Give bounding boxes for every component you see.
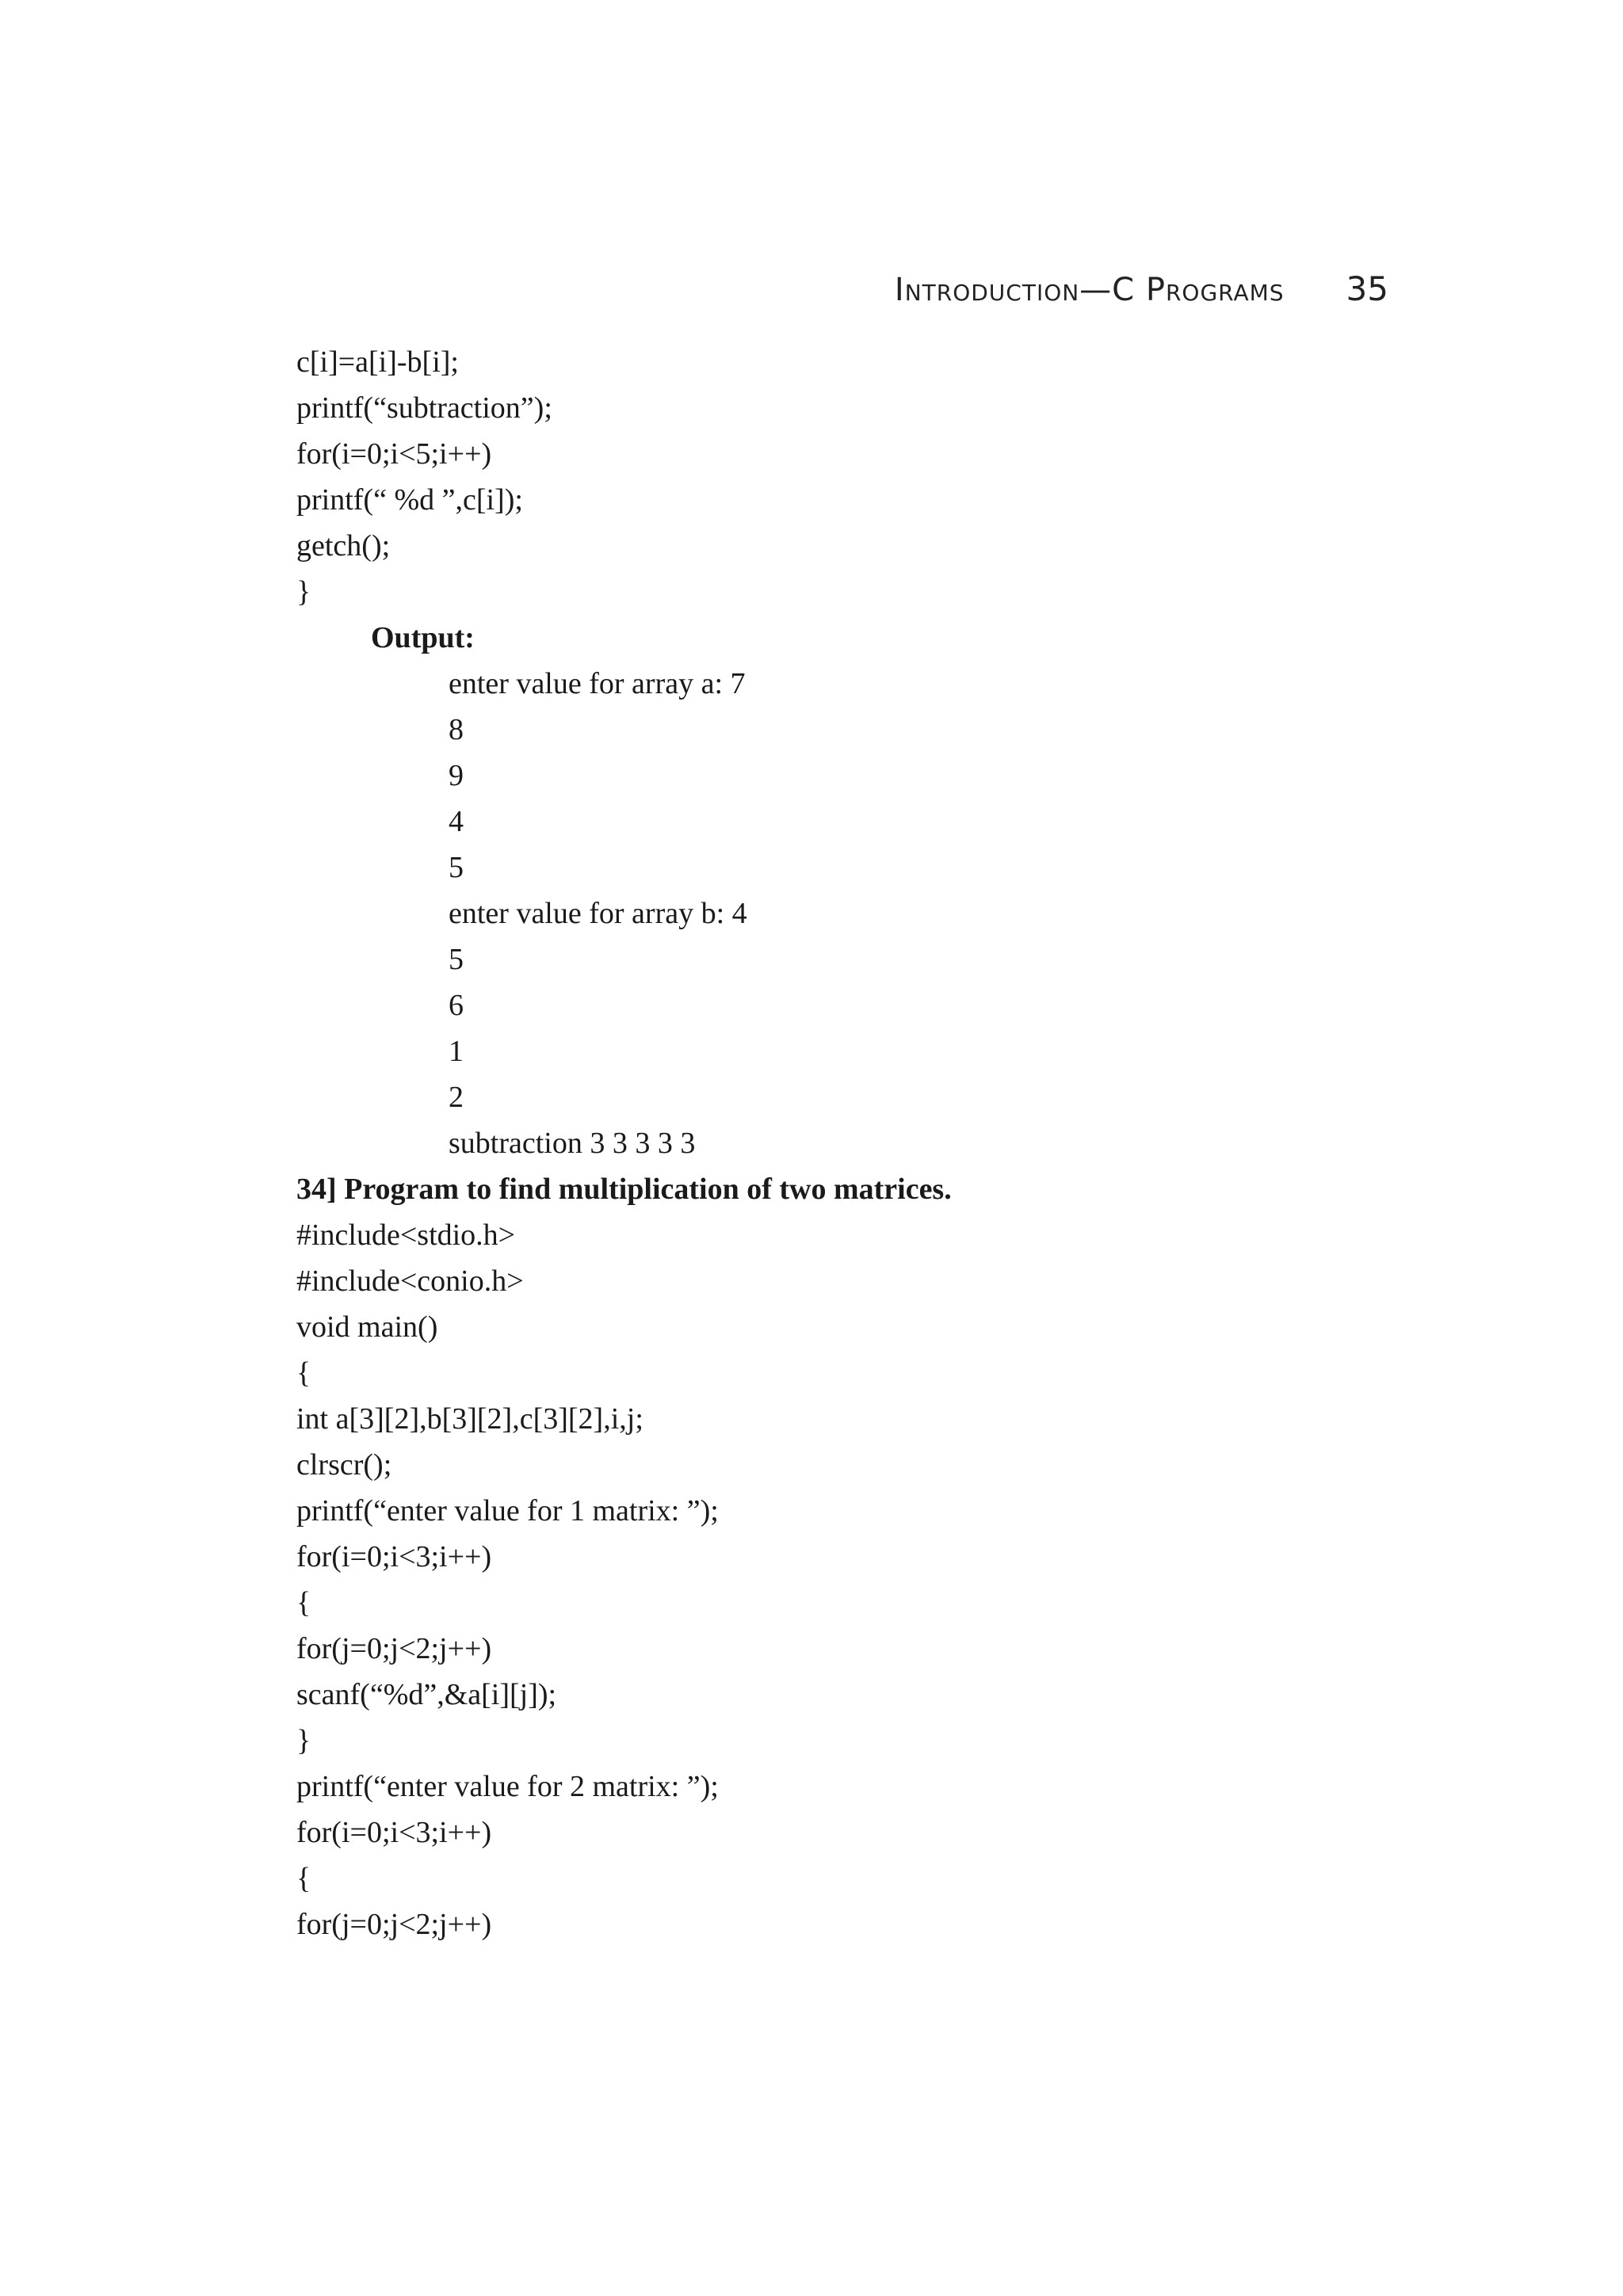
code-line: void main() bbox=[296, 1310, 438, 1344]
output-line: 9 bbox=[449, 759, 464, 792]
section-heading: 34] Program to find multiplication of two matrices. bbox=[296, 1173, 952, 1206]
code-line: clrscr(); bbox=[296, 1448, 392, 1482]
running-header bbox=[895, 269, 1388, 308]
output-line: 5 bbox=[449, 943, 464, 976]
code-line: getch(); bbox=[296, 529, 391, 563]
code-line: printf(“subtraction”); bbox=[296, 391, 552, 425]
code-line: for(i=0;i<5;i++) bbox=[296, 437, 492, 471]
code-line: for(j=0;j<2;j++) bbox=[296, 1632, 492, 1665]
code-line: printf(“ %d ”,c[i]); bbox=[296, 483, 523, 517]
code-line: { bbox=[296, 1586, 311, 1619]
output-line: 5 bbox=[449, 851, 464, 884]
code-line: } bbox=[296, 575, 311, 608]
code-line: { bbox=[296, 1356, 311, 1390]
code-line: c[i]=a[i]-b[i]; bbox=[296, 345, 459, 379]
code-listing bbox=[296, 339, 1390, 1947]
code-line: for(i=0;i<3;i++) bbox=[296, 1816, 492, 1849]
output-line: enter value for array b: 4 bbox=[449, 897, 747, 930]
code-line: #include<stdio.h> bbox=[296, 1219, 516, 1252]
code-line: int a[3][2],b[3][2],c[3][2],i,j; bbox=[296, 1402, 643, 1436]
code-line: scanf(“%d”,&a[i][j]); bbox=[296, 1678, 557, 1711]
output-line: 1 bbox=[449, 1035, 464, 1068]
code-line: for(i=0;i<3;i++) bbox=[296, 1540, 492, 1573]
code-line: printf(“enter value for 1 matrix: ”); bbox=[296, 1494, 719, 1527]
output-line: 2 bbox=[449, 1081, 464, 1114]
code-line: #include<conio.h> bbox=[296, 1264, 524, 1298]
output-line: enter value for array a: 7 bbox=[449, 667, 746, 700]
output-line: 4 bbox=[449, 805, 464, 838]
output-line: 6 bbox=[449, 989, 464, 1022]
code-line: printf(“enter value for 2 matrix: ”); bbox=[296, 1770, 719, 1803]
code-line: for(j=0;j<2;j++) bbox=[296, 1908, 492, 1941]
output-heading: Output: bbox=[371, 621, 475, 654]
page-number: 35 bbox=[1346, 269, 1388, 308]
output-line: 8 bbox=[449, 713, 464, 746]
code-line: } bbox=[296, 1724, 311, 1757]
running-title: Introduction—C Programs bbox=[894, 272, 1285, 308]
output-line: subtraction 3 3 3 3 3 bbox=[449, 1127, 696, 1160]
code-line: { bbox=[296, 1862, 311, 1895]
